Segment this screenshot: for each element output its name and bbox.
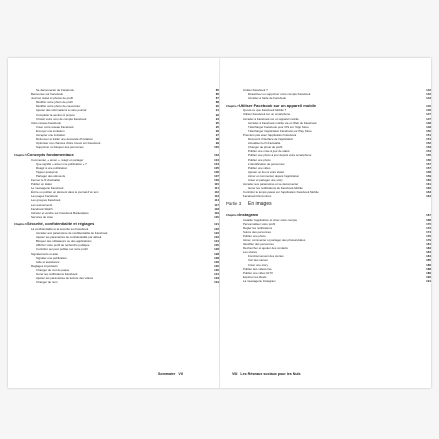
toc-entry-title: Utiliser Facebook sur un appareil mobile	[239, 102, 317, 108]
toc-entry-title: Partager des éléments	[36, 173, 66, 178]
toc-entry-page: 184	[426, 254, 431, 259]
toc-entry-page: 145	[426, 103, 431, 108]
toc-entry-title: Le messagerie Facebook	[31, 186, 64, 191]
toc-entry-page: 99	[215, 141, 219, 146]
part-heading	[226, 201, 431, 209]
left-page-footer	[158, 372, 185, 376]
toc-entry-page: 146	[426, 108, 431, 113]
toc-entry-title: Voir des stories	[248, 258, 268, 263]
toc-entry-page: 147	[426, 112, 431, 117]
toc-entry-page: 100	[214, 145, 219, 150]
toc-entry	[14, 215, 219, 219]
toc-entry-page: 172	[426, 225, 431, 230]
toc-entry-title: Créer et partager une story	[248, 177, 283, 182]
toc-entry-title: Utiliser Facebook sur un smartphone	[243, 112, 291, 117]
toc-entry	[226, 96, 431, 100]
toc-entry-page: 124	[214, 239, 219, 244]
toc-entry-page: 149	[426, 124, 431, 129]
toc-entry-page: 91	[215, 108, 219, 113]
toc-entry-page: 181	[426, 242, 431, 247]
toc-entry-title: Personnaliser votre profil	[243, 221, 275, 226]
toc-entry-title: Accéder à Facebook mobile via un Web de Facebook	[248, 120, 317, 125]
toc-entry-title: Découvrir l'interface de l'application	[248, 137, 294, 142]
toc-entry-page: 113	[214, 194, 219, 199]
toc-entry-title: Premiers pas avec l'application Facebook	[243, 132, 297, 137]
toc-entry-title: La messagerie Instagram	[243, 278, 276, 283]
toc-entry-page: 103	[214, 152, 219, 157]
toc-entry	[14, 145, 219, 149]
left-footer-title: Sommaire	[158, 372, 176, 376]
toc-entry-page: 106	[214, 169, 219, 174]
toc-entry-page: 170	[426, 221, 431, 226]
toc-entry-title: Accéder à l'aide de Facebook	[248, 96, 286, 101]
toc-entry-page: 112	[214, 190, 219, 195]
toc-entry-title: Régler les notifications	[243, 225, 273, 230]
toc-entry-title: Publier des vidéos live	[243, 266, 272, 271]
toc-entry-title: Ajuster les paramètres de lecture des vidéos	[36, 276, 94, 281]
toc-entry-page: 184	[426, 250, 431, 255]
toc-entry-page: 109	[214, 177, 219, 182]
toc-entry-page: 128	[214, 255, 219, 260]
left-page-toc	[14, 88, 219, 284]
book-gutter	[219, 58, 220, 388]
toc-entry-page: 176	[426, 233, 431, 238]
toc-entry-title: Journal, statut et photos de profil	[31, 96, 73, 101]
toc-entry-page: 114	[214, 198, 219, 203]
toc-entry-page: 117	[214, 202, 219, 207]
toc-entry-title: Publier une vidéo	[248, 165, 271, 170]
toc-entry-title: Réagir à une publication	[36, 165, 68, 170]
toc-entry-title: Les événements	[31, 202, 53, 207]
toc-entry-title: Accepter une invitation	[36, 133, 66, 138]
toc-entry-page: 186	[426, 262, 431, 267]
toc-entry-page: 123	[214, 235, 219, 240]
toc-entry-title: Signaler une publication	[36, 255, 67, 260]
toc-entry-title: Instagram	[239, 211, 259, 217]
toc-entry-page: 174	[426, 229, 431, 234]
toc-entry-page: 183	[426, 246, 431, 251]
toc-entry-page: 122	[214, 231, 219, 236]
toc-entry-page: 189	[426, 270, 431, 275]
toc-entry-title: Gérer les notifications Facebook	[36, 272, 78, 277]
toc-entry-title: Concepts fondamentaux	[27, 151, 74, 157]
toc-entry-title: Aimer et commenter depuis l'application	[248, 173, 300, 178]
toc-entry-page: 191	[426, 278, 431, 283]
toc-entry-title: Services de crise	[31, 214, 54, 219]
toc-entry-title: Accéder à Facebook sur un appareil mobile	[243, 116, 299, 121]
toc-entry-page: 131	[214, 272, 219, 277]
toc-entry-page: 104	[214, 157, 219, 162]
toc-entry-title: Envoyer une invitation	[36, 128, 65, 133]
toc-entry-page: 90	[215, 104, 219, 109]
toc-entry-page: 158	[426, 169, 431, 174]
toc-entry-page: 97	[215, 133, 219, 138]
toc-entry-title: Rechercher et ajouter des contacts	[243, 246, 288, 251]
toc-entry-page: 130	[214, 263, 219, 268]
toc-entry-page: 142	[426, 88, 431, 92]
toc-entry-title: Publier une photo	[248, 157, 271, 162]
toc-entry-title: Afficher votre profil de recherche publique	[36, 243, 90, 248]
toc-entry-page: 121	[214, 222, 219, 227]
toc-entry-page: 120	[214, 214, 219, 219]
toc-entry-page: 126	[214, 247, 219, 252]
toc-entry-page: 95	[215, 120, 219, 125]
right-footer-title: Les Réseaux sociaux pour les Nuls	[240, 372, 301, 376]
toc-entry-page: 133	[214, 276, 219, 281]
toc-entry-title: Votre réseau Facebook	[31, 120, 61, 125]
toc-entry-title: Accéder aux paramètres de confidentialité de Facebook	[36, 231, 108, 236]
toc-entry-title: Que signifie « aimer une publication » ?	[36, 161, 87, 166]
toc-entry-title: Optimiser vos chances d'être trouvé sur Facebook	[36, 141, 101, 146]
toc-entry-title: Publier une photo à jour depuis votre smartphone	[248, 153, 312, 158]
toc-entry-title: Contrôler le temps passé sur l'application Facebook Mobile	[243, 190, 319, 195]
toc-entry-title: Créer une story	[248, 262, 268, 267]
toc-entry-page: 110	[214, 182, 219, 187]
toc-entry-title: Actualiser le fil d'actualité	[248, 141, 281, 146]
toc-entry-title: Désactiver ou supprimer votre compte Facebook	[248, 92, 311, 97]
toc-entry-page: 168	[426, 217, 431, 222]
toc-entry-page: 153	[426, 145, 431, 150]
toc-entry-page: 88	[215, 100, 219, 105]
toc-entry-title: Publier une vidéo IGTV	[243, 270, 273, 275]
toc-entry-title: Changer de mot de passe	[36, 267, 70, 272]
toc-entry-title: Facebook Rencontres	[243, 194, 272, 199]
book-spread	[8, 58, 431, 388]
toc-entry-page: 107	[214, 173, 219, 178]
toc-entry-page: 122	[214, 227, 219, 231]
toc-entry-title: Bloquer des utilisateurs ou des applications	[36, 239, 92, 244]
toc-entry-title: Les pages Facebook	[31, 194, 58, 199]
toc-entry-title: Télécharger Facebook pour iOS sur l'App Store	[248, 124, 309, 129]
toc-entry-title: Fonctionnement des stories	[248, 254, 284, 259]
toc-entry-page: 134	[214, 280, 219, 285]
toc-entry-title: Facebook Watch	[31, 206, 53, 211]
toc-entry-title: La confidentialité et la sécurité sur Facebook	[31, 227, 89, 231]
part-title: En images	[248, 201, 272, 208]
toc-entry-page: 142	[426, 92, 431, 97]
chapter-label: Chapitre 6	[14, 223, 27, 227]
toc-entry-page: 188	[426, 266, 431, 271]
toc-entry-page: 98	[215, 137, 219, 142]
toc-entry-title: Acheter et vendre sur Facebook Marketplace	[31, 210, 89, 215]
toc-entry-title: Publier une photo	[243, 233, 266, 238]
chapter-label: Chapitre 7	[226, 104, 239, 108]
toc-entry	[14, 280, 219, 284]
toc-entry-title: Les groupes Facebook	[31, 198, 61, 203]
toc-entry-page: 118	[214, 206, 219, 211]
toc-entry-title: Créer votre réseau Facebook	[36, 124, 74, 129]
toc-entry-page: 119	[214, 210, 219, 215]
toc-entry-page: 86	[215, 92, 219, 97]
toc-entry-page: 150	[426, 128, 431, 133]
toc-entry-title: Sécurité, confidentialité et réglages	[27, 221, 95, 227]
toc-entry-title: Ajuster les paramètres de confidentialité par défaut	[36, 235, 102, 240]
toc-entry-title: Changer de photo de profil	[248, 145, 283, 150]
toc-entry-page: 105	[214, 165, 219, 170]
toc-entry-title: Suivre des personnes	[243, 229, 271, 234]
toc-entry-page: 164	[426, 194, 431, 199]
toc-entry-page: 167	[426, 212, 431, 217]
toc-entry-title: Modifier votre photo de profil	[36, 100, 73, 105]
toc-entry-title: Retrouver et traiter une demande d'invitation	[36, 137, 93, 142]
toc-entry-page: 128	[214, 251, 219, 256]
toc-entry-page: 104	[214, 161, 219, 166]
toc-entry-title: Signalements et aide	[31, 251, 58, 256]
toc-entry-page: 130	[214, 267, 219, 272]
toc-entry-page: 154	[426, 149, 431, 154]
right-page-footer	[230, 372, 301, 376]
toc-entry-title: Qu'est-ce que Facebook Mobile ?	[243, 108, 287, 113]
toc-entry-title: Taguer quelqu'un	[36, 169, 59, 174]
toc-entry-title: Aide et assistance	[36, 259, 60, 264]
toc-entry-page: 148	[426, 120, 431, 125]
toc-entry-page: 125	[214, 243, 219, 248]
toc-entry-page: 151	[426, 132, 431, 137]
toc-entry-title: Supprimer ou bloquer des personnes	[36, 145, 84, 150]
toc-entry-title: Publier un statut	[31, 182, 52, 187]
toc-entry-title: Compléter la section À propos	[36, 112, 75, 117]
toc-entry-page: 129	[214, 259, 219, 264]
toc-entry-page: 159	[426, 173, 431, 178]
toc-entry-title: Contrôler qui peut publier sur votre profil	[36, 247, 88, 252]
chapter-label: Chapitre 5	[14, 153, 27, 157]
toc-entry-page: 155	[426, 153, 431, 158]
toc-entry-page: 85	[215, 88, 219, 92]
toc-entry-page: 157	[426, 165, 431, 170]
toc-entry-page: 111	[214, 186, 219, 191]
toc-entry-title: Télécharger l'application Facebook sur Play Store	[248, 128, 312, 133]
toc-entry-title: Fermer le fil d'actualité	[31, 177, 60, 182]
toc-entry	[226, 279, 431, 283]
part-label: Partie 3	[226, 201, 242, 207]
toc-entry-title: Modifier votre photo de couverture	[36, 104, 81, 109]
toc-entry-title: Écrire ou publier un élément dans le journal d'un ami	[31, 190, 99, 195]
toc-entry-page: 157	[426, 161, 431, 166]
toc-entry-title: Installer l'application et créer votre compte	[243, 217, 298, 222]
right-page-toc	[226, 88, 431, 283]
toc-entry-title: Se déconnecter de Facebook	[36, 88, 74, 92]
toc-entry-title: Accéder aux paramètres et se déconnecter	[243, 182, 299, 187]
toc-entry-page: 190	[426, 274, 431, 279]
toc-entry-page: 161	[426, 182, 431, 187]
toc-entry-title: Commenter, « aimer », réagir et partager	[31, 157, 84, 162]
toc-entry-title: L'identification de personnes	[248, 161, 285, 166]
toc-entry-page: 151	[426, 137, 431, 142]
toc-entry-page: 156	[426, 157, 431, 162]
toc-entry-page: 92	[215, 112, 219, 117]
toc-entry-page: 179	[426, 238, 431, 242]
toc-entry-page: 87	[215, 96, 219, 101]
left-footer-page-number: VII	[178, 372, 183, 376]
toc-entry	[226, 194, 431, 198]
toc-entry-title: Réglages importants	[31, 263, 58, 268]
toc-entry-title: Choisir votre nom de compte Facebook	[36, 116, 87, 121]
toc-entry-title: Bienvenue sur Facebook	[31, 92, 63, 97]
toc-entry-page: 185	[426, 258, 431, 263]
toc-entry-title: Les stories	[243, 250, 257, 255]
toc-entry-title: Explorer les Reels	[243, 274, 267, 279]
toc-entry-title: Ajouter un lieu à votre statut	[248, 169, 284, 174]
toc-entry-title: Aimer, commenter et partager des photos/vidéos	[243, 238, 306, 242]
toc-entry-page: 147	[426, 116, 431, 121]
toc-entry-page: 163	[426, 190, 431, 195]
toc-entry-title: Changer de nom	[36, 280, 58, 285]
toc-entry-page: 94	[215, 116, 219, 121]
toc-entry-title: Gérer les notifications de Facebook Mobile	[248, 186, 303, 191]
toc-entry-page: 96	[215, 128, 219, 133]
chapter-label: Chapitre 8	[226, 213, 239, 217]
toc-entry-page: 152	[426, 141, 431, 146]
toc-entry-title: Identifier des personnes	[243, 242, 274, 247]
toc-entry-page: 95	[215, 124, 219, 129]
toc-entry-page: 143	[426, 96, 431, 101]
toc-entry-page: 162	[426, 186, 431, 191]
right-footer-page-number: VIII	[232, 372, 238, 376]
toc-entry-title: Publier une mise à jour de statut	[248, 149, 290, 154]
toc-entry-title: Arrêter Facebook ?	[243, 88, 268, 92]
toc-entry-title: Ajouter des informations à votre journal	[36, 108, 87, 113]
toc-entry-page: 160	[426, 177, 431, 182]
